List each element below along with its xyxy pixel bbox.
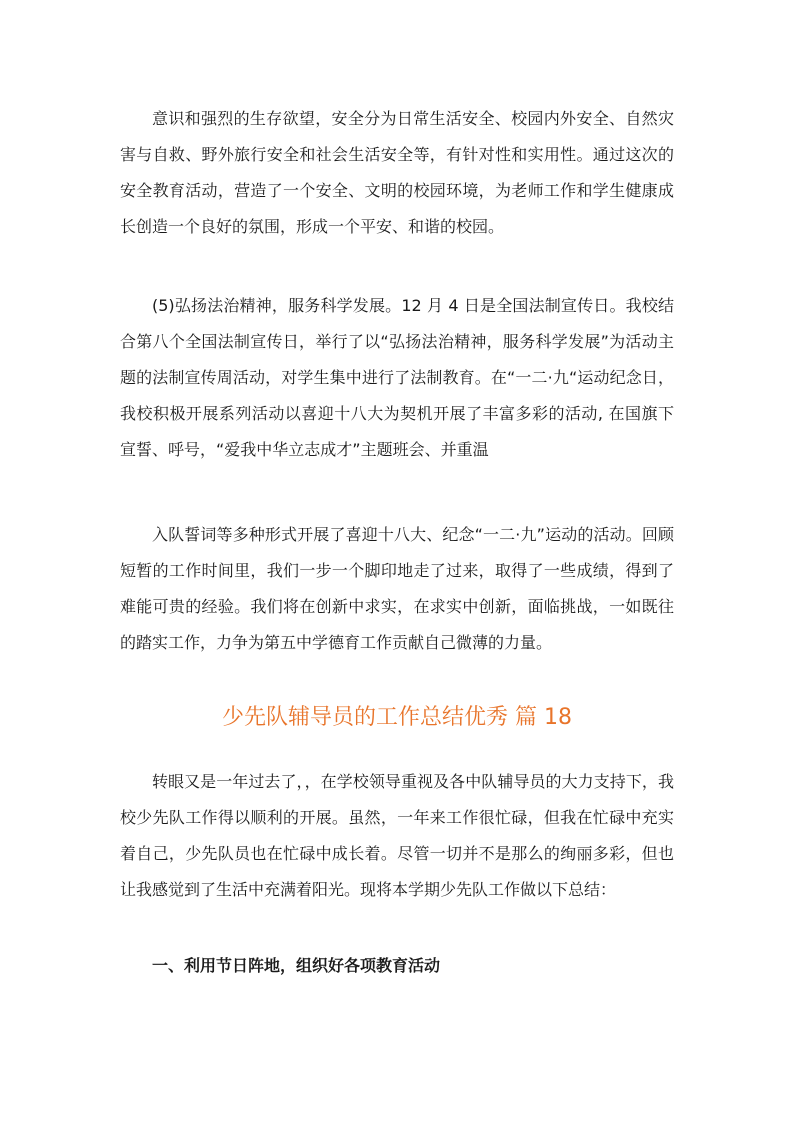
- section-title: 少先队辅导员的工作总结优秀 篇 18: [222, 705, 572, 730]
- paragraph-safety-education: 意识和强烈的生存欲望，安全分为日常生活安全、校园内外安全、自然灾害与自救、野外旅行安全和社会生活安全等，有针对性和实用性。通过这次的安全教育活动，营造了一个安全、文明的校园环境，为老师工作和学生健康成长创造一个良好的氛围，形成一个平安、和谐的校园。: [120, 109, 674, 236]
- paragraph-intro: 转眼又是一年过去了，，在学校领导重视及各中队辅导员的大力支持下，我校少先队工作得以顺利的开展。虽然，一年来工作很忙碌，但我在忙碌中充实着自己，少先队员也在忙碌中成长着。尽管一切并不是那么的绚丽多彩，但也让我感觉到了生活中充满着阳光。现将本学期少先队工作做以下总结：: [120, 772, 674, 899]
- paragraph-summary-closing: 入队誓词等多种形式开展了喜迎十八大、纪念“一二·九”运动的活动。回顾短暂的工作时间里，我们一步一个脚印地走了过来，取得了一些成绩，得到了难能可贵的经验。我们将在创新中求实，在求实中创新，面临挑战，一如既往的踏实工作，力争为第五中学德育工作贡献自己微薄的力量。: [120, 525, 674, 652]
- paragraph-legal-education: (5)弘扬法治精神，服务科学发展。12 月 4 日是全国法制宣传日。我校结合第八个全国法制宣传日，举行了以“弘扬法治精神，服务科学发展”为活动主题的法制宣传周活动，对学生集中进行了法制教育。在“一二·九“运动纪念日，我校积极开展系列活动以喜迎十八大为契机开展了丰富多彩的活动, 在国旗下宣誓、呼号，“爱我中华立志成才”主题班会、并重温: [120, 296, 674, 459]
- subheading-holiday-activities: 一、利用节日阵地，组织好各项教育活动: [152, 956, 441, 975]
